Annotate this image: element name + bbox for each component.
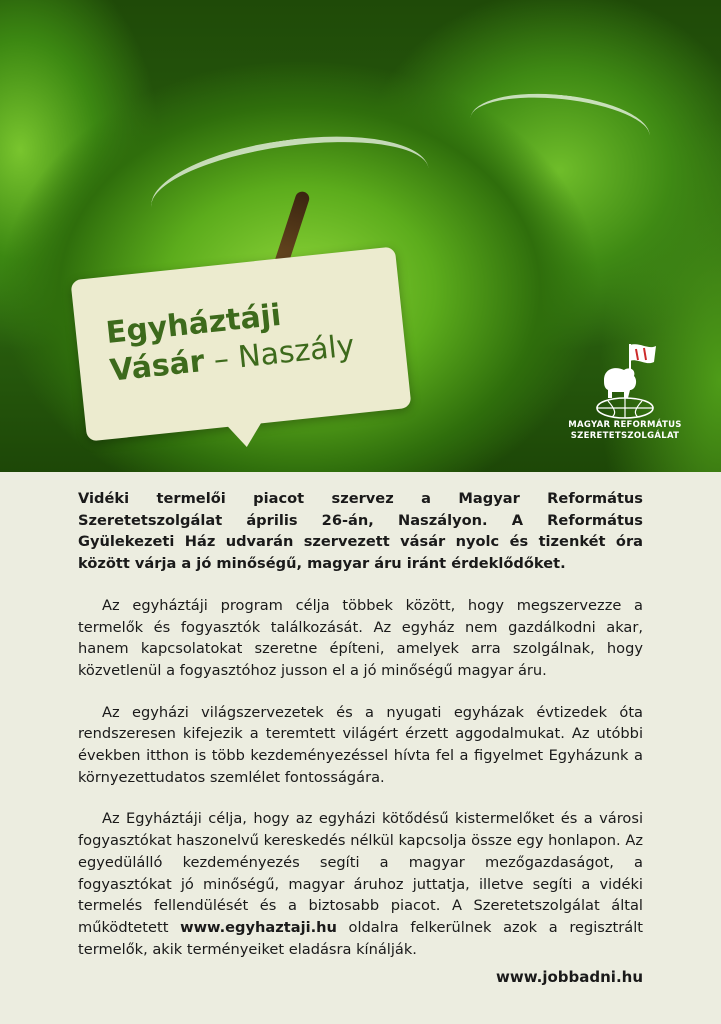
paragraph-website	[78, 808, 643, 960]
title-speech-bubble	[70, 246, 411, 441]
lamb-flag-globe-icon	[590, 340, 660, 420]
event-title	[104, 289, 356, 390]
apple-highlight	[467, 86, 653, 168]
title-word-vasar: Vásár	[108, 344, 207, 389]
title-location: – Naszály	[202, 328, 357, 379]
paragraph-program-goal: Az egyháztáji program célja többek között, hogy megszervezze a termelők és fogyasztók találkozását. Az egyház nem gazdálkodni akar, hanem kapcsolatokat szeretne építeni, amelyek arra szolgálnak, hogy közvetlenül a fogyasztóhoz jusson el a jó minőségű magyar áru.	[78, 596, 643, 679]
title-line-1: Egyháztáji	[104, 297, 283, 351]
organization-logo	[560, 340, 690, 442]
paragraph-environment: Az egyházi világszervezetek és a nyugati egyházak évtizedek óta rendszeresen kifejezik a teremtett világért érzett aggodalmukat. Az utóbbi években itthon is több kezdeményezéssel hívta fel a figyelmet Egyházunk a környezettudatos szemlélet fontosságára.	[78, 703, 643, 786]
logo-line-2: SZERETETSZOLGÁLAT	[570, 431, 680, 441]
lead-paragraph: Vidéki termelői piacot szervez a Magyar Református Szeretetszolgálat április 26-án, Naszályon. A Református Gyülekezeti Ház udvarán szervezett vásár nyolc és tizenkét óra között várja a jó minőségű, magyar áru iránt érdeklődőket.	[78, 490, 643, 573]
paragraph-website-text-a: Az Egyháztáji célja, hogy az egyházi kötődésű kistermelőket és a városi fogyasztókat haszonelvű kereskedés nélkül kapcsolja össze egy honlapon. Az egyedülálló kezdeményezés segíti a magyar mezőgazdaságot, a fogyasztókat jó minőségű, magyar áruhoz juttatja, illetve segíti a vidéki termelés fellendülését és a biztosabb piacot. A Szeretetszolgálat által működtetett	[78, 810, 643, 936]
logo-line-1: MAGYAR REFORMÁTUS	[568, 420, 682, 430]
egyhaztaji-link[interactable]: www.egyhaztaji.hu	[180, 918, 337, 936]
apple-hero-image	[0, 0, 721, 472]
article-body	[78, 488, 643, 980]
footer-url-link[interactable]: www.jobbadni.hu	[496, 968, 643, 986]
paragraph-website-text-b: oldalra felkerülnek azok a regisztrált termelők, akik terményeiket eladásra kínálják.	[78, 918, 643, 958]
